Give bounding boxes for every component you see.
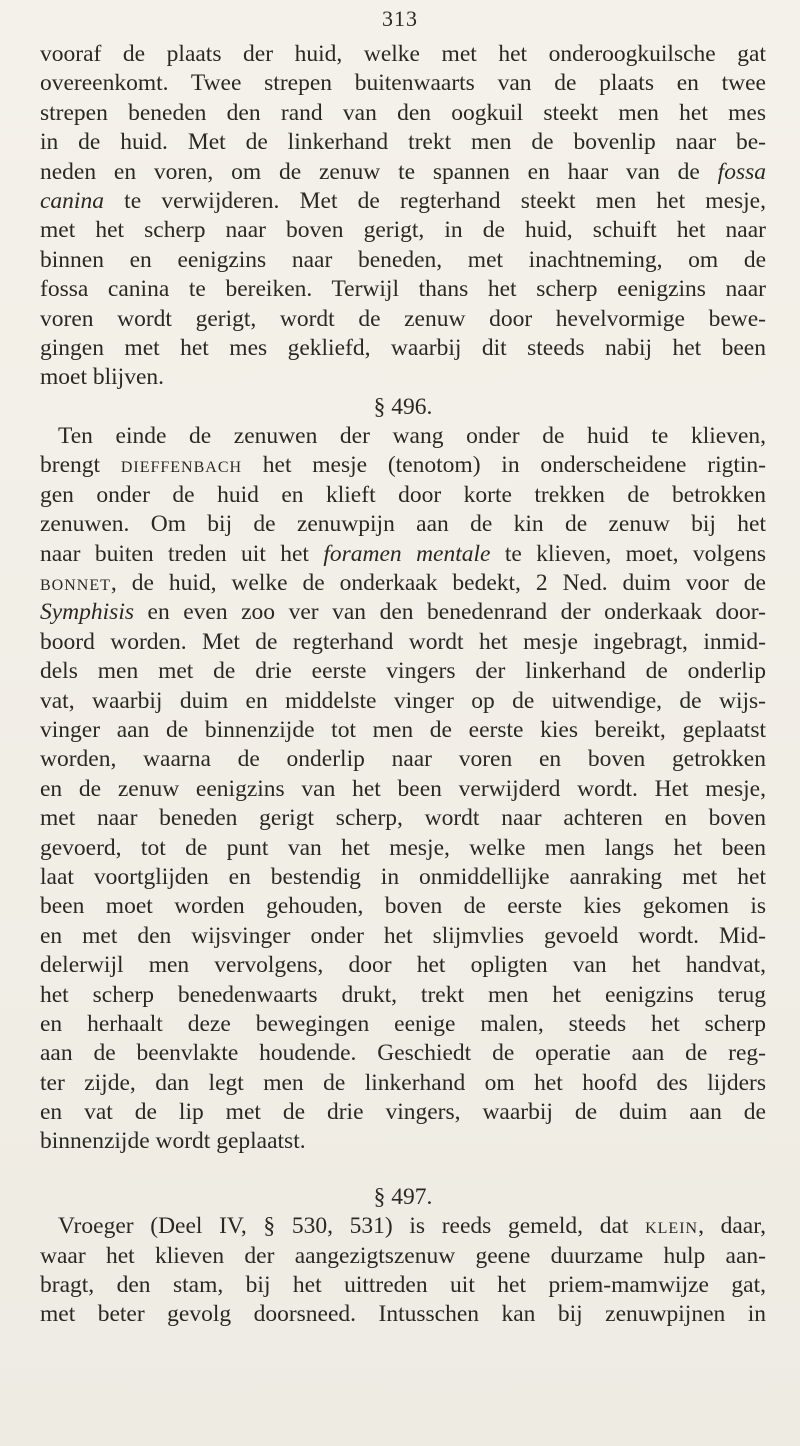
- text-line: Ten einde de zenuwen der wang onder de huid te klieven,: [58, 423, 766, 450]
- text-run: Vroeger (Deel IV, § 530, 531) is reeds gemeld, dat: [58, 1213, 646, 1240]
- section-heading: § 497.: [373, 1183, 433, 1210]
- text-run: brengt: [40, 452, 121, 479]
- text-line: en vat de lip met de drie vingers, waarbij de duim aan de: [40, 1099, 766, 1126]
- text-line: en de zenuw eenigzins van het been verwijderd wordt. Het mesje,: [40, 775, 766, 802]
- spacer: [40, 1157, 766, 1183]
- text-line: binnen en eenigzins naar beneden, met inachtneming, om de: [40, 246, 766, 273]
- text-run: naar buiten treden uit het: [40, 540, 324, 567]
- text-run: te verwijderen. Met de regterhand steekt men het mesje,: [103, 187, 766, 214]
- text-line: [40, 540, 766, 569]
- text-line: vat, waarbij duim en middelste vinger op de uitwendige, de wijs-: [40, 687, 766, 714]
- text-line: [40, 569, 766, 598]
- text-line: binnenzijde wordt geplaatst.: [40, 1128, 306, 1155]
- text-line: [40, 451, 766, 480]
- text-line: het scherp benedenwaarts drukt, trekt men het eenigzins terug: [40, 981, 766, 1008]
- text-line: strepen beneden den rand van den oogkuil steekt men het mes: [40, 99, 766, 126]
- italic-term: fossa: [717, 158, 766, 185]
- text-run: , de huid, welke de onderkaak bedekt, 2 Ned. duim voor de: [110, 570, 766, 597]
- text-line: vooraf de plaats der huid, welke met het onderoogkuilsche gat: [40, 41, 766, 67]
- text-line: moet blijven.: [40, 364, 165, 391]
- text-line: ter zijde, dan legt men de linkerhand om het hoofd des lijders: [40, 1069, 766, 1096]
- text-line: [40, 1212, 766, 1241]
- text-line: worden, waarna de onderlip naar voren en boven getrokken: [40, 746, 766, 773]
- text-line: gen onder de huid en klieft door korte trekken de betrokken: [40, 481, 766, 508]
- text-line: gingen met het mes gekliefd, waarbij dit steeds nabij het been: [40, 334, 766, 361]
- text-line: met naar beneden gerigt scherp, wordt naar achteren en boven: [40, 805, 766, 832]
- text-line: been moet worden gehouden, boven de eerste kies gekomen is: [40, 893, 766, 920]
- text-line: bragt, den stam, bij het uittreden uit het priem-mamwijze gat,: [40, 1272, 766, 1299]
- page-number: 313: [382, 6, 418, 31]
- italic-term: Symphisis: [40, 599, 134, 626]
- text-line: gevoerd, tot de punt van het mesje, welke men langs het been: [40, 834, 766, 861]
- text-run: neden en voren, om de zenuw te spannen en haar van de: [40, 158, 718, 185]
- text-line: met het scherp naar boven gerigt, in de huid, schuift het naar: [40, 217, 766, 244]
- text-line: en met den wijsvinger onder het slijmvlies gevoeld wordt. Mid-: [40, 922, 766, 949]
- author-name: bonnet: [40, 570, 111, 597]
- text-line: [40, 598, 766, 627]
- page-text: [40, 40, 766, 1330]
- text-line: [40, 158, 766, 187]
- text-line: delerwijl men vervolgens, door het opligten van het handvat,: [40, 952, 766, 979]
- text-line: dels men met de drie eerste vingers der linkerhand de onderlip: [40, 658, 766, 685]
- text-line: zenuwen. Om bij de zenuwpijn aan de kin de zenuw bij het: [40, 511, 766, 538]
- text-line: overeenkomt. Twee strepen buitenwaarts van de plaats en twee: [40, 70, 766, 97]
- text-line: voren wordt gerigt, wordt de zenuw door hevelvormige bewe-: [40, 305, 766, 332]
- text-line: met beter gevolg doorsneed. Intusschen kan bij zenuwpijnen in: [40, 1301, 766, 1328]
- text-line: in de huid. Met de linkerhand trekt men de bovenlip naar be-: [40, 129, 766, 156]
- text-line: waar het klieven der aangezigtszenuw geene duurzame hulp aan-: [40, 1242, 766, 1269]
- text-run: , daar,: [698, 1213, 766, 1240]
- text-run: te klieven, moet, volgens: [490, 540, 766, 567]
- section-heading: § 496.: [373, 393, 433, 420]
- text-run: het mesje (tenotom) in onderscheidene rigtin-: [242, 452, 766, 479]
- text-line: boord worden. Met de regterhand wordt het mesje ingebragt, inmid-: [40, 628, 766, 655]
- text-line: vinger aan de binnenzijde tot men de eerste kies bereikt, geplaatst: [40, 716, 766, 743]
- text-line: en herhaalt deze bewegingen eenige malen, steeds het scherp: [40, 1010, 766, 1037]
- author-name: dieffenbach: [120, 452, 243, 479]
- text-line: fossa canina te bereiken. Terwijl thans het scherp eenigzins naar: [40, 276, 766, 303]
- text-line: [40, 187, 766, 216]
- italic-term: canina: [40, 187, 104, 214]
- author-name: klein: [645, 1213, 699, 1240]
- text-line: aan de beenvlakte houdende. Geschiedt de operatie aan de reg-: [40, 1040, 766, 1067]
- italic-term: foramen mentale: [323, 540, 491, 567]
- text-line: laat voortglijden en bestendig in onmiddellijke aanraking met het: [40, 863, 766, 890]
- text-run: en even zoo ver van den benedenrand der onderkaak door-: [134, 599, 766, 626]
